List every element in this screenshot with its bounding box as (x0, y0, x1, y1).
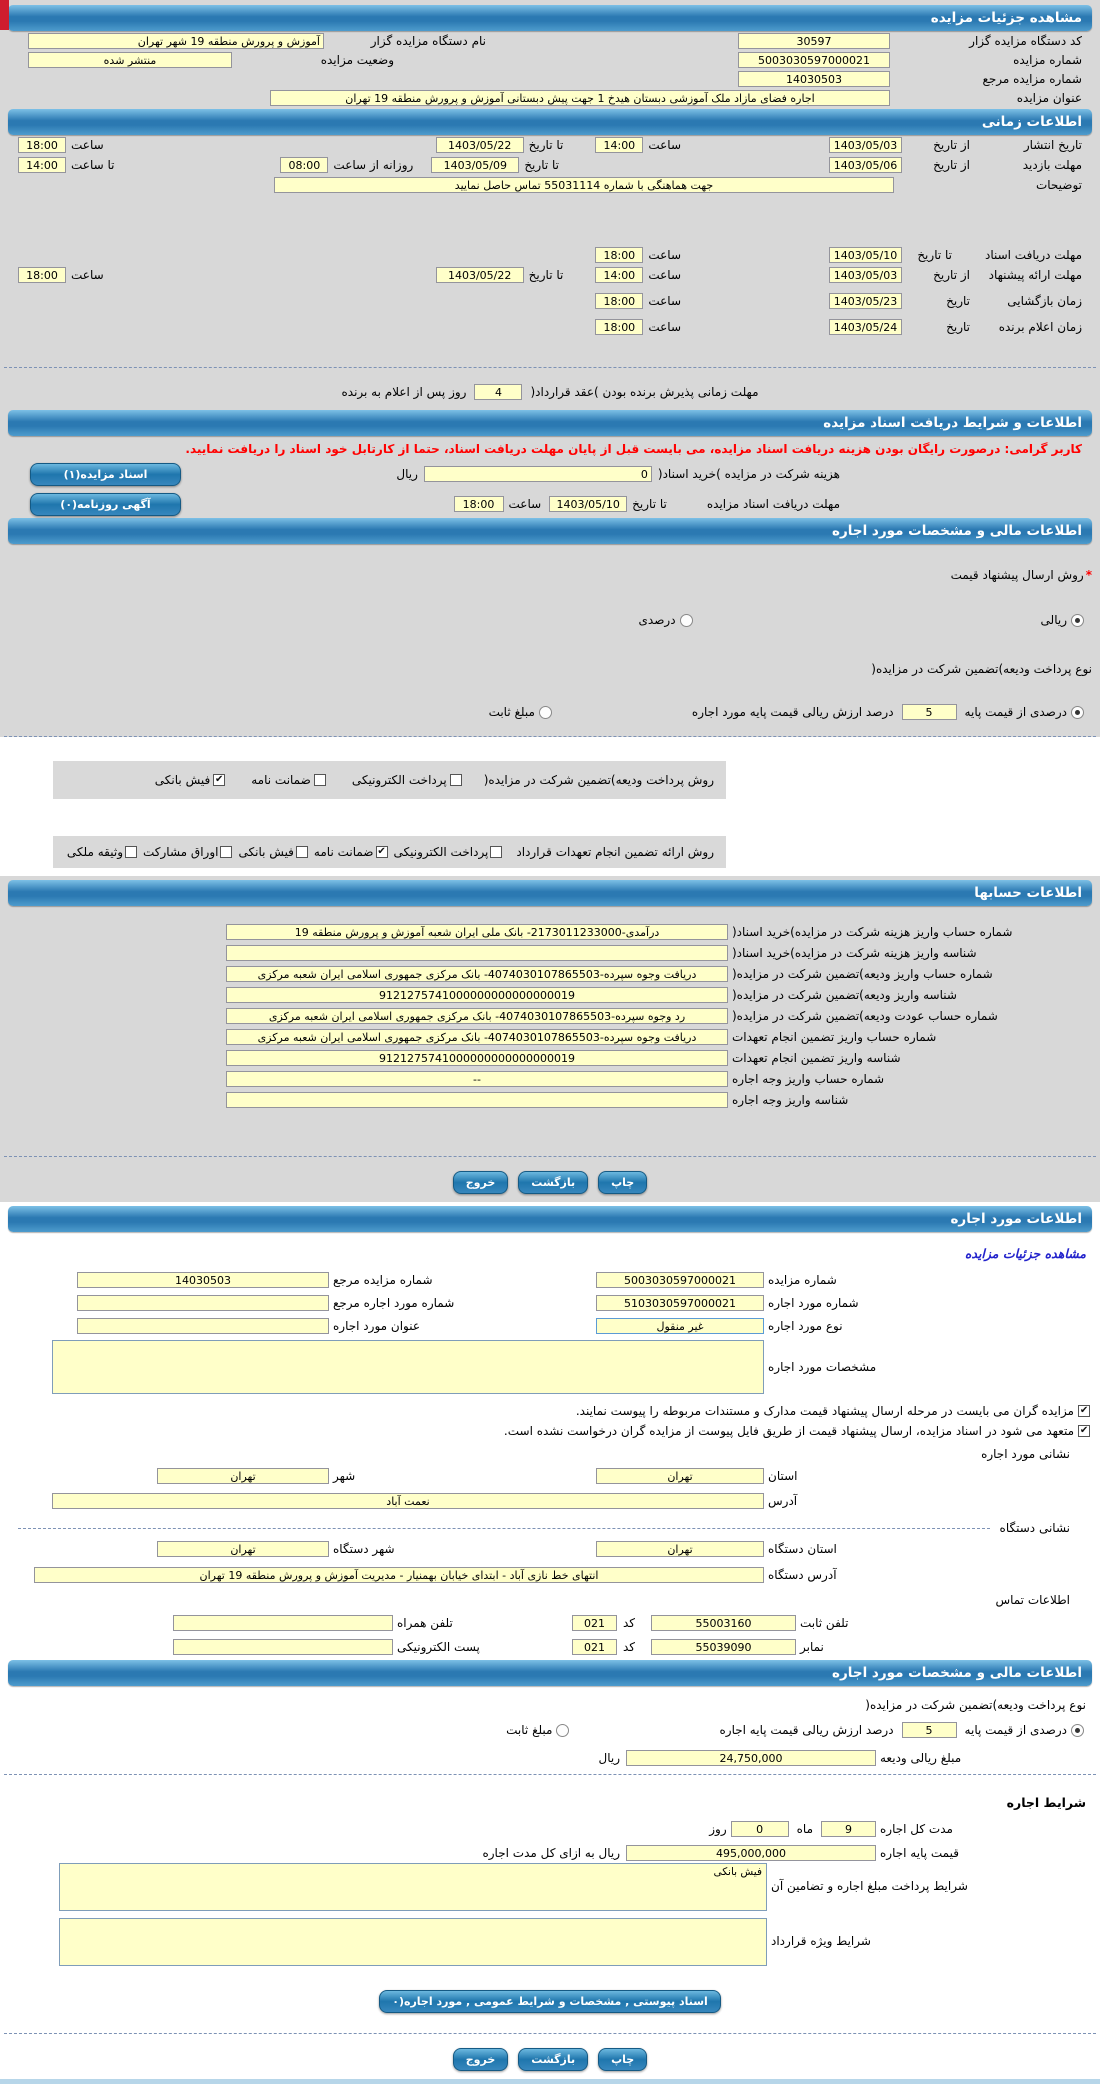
section-title: اطلاعات مالی و مشخصات مورد اجاره (832, 1665, 1082, 1681)
account-input[interactable] (226, 945, 728, 961)
rent-terms-title: شرایط اجاره (1006, 1794, 1086, 1810)
fixed-amount-label: مبلغ ثابت (506, 1723, 553, 1737)
device-province-label: استان دستگاه (768, 1542, 837, 1556)
auction-code-input[interactable]: 30597 (738, 33, 890, 49)
accept-days-input[interactable]: 4 (474, 384, 522, 400)
section-header-time-info (8, 109, 1092, 135)
corner-marker (0, 0, 9, 30)
bank-slip-label: فیش بانکی (238, 845, 294, 859)
row-deposit-type2 (0, 1696, 1100, 1714)
row-fax (0, 1637, 1100, 1657)
row-view-details-link (0, 1244, 1100, 1262)
docs-deadline-time-input[interactable]: 18:00 (595, 247, 643, 263)
account-label: شماره حساب عودت ودیعه)تضمین شرکت در مزایده( (732, 1009, 998, 1023)
to-date-label: تا تاریخ (632, 497, 667, 511)
hour-label: ساعت (648, 248, 681, 262)
estate-collateral-label: وثیقه ملکی (66, 845, 124, 859)
row-rental-auction-no (0, 1270, 1100, 1290)
accounts-table (0, 922, 1100, 1110)
row-rental-address (0, 1491, 1100, 1511)
rental-type-label: نوع مورد اجاره (768, 1319, 843, 1333)
percent-suffix-label: درصد ارزش ریالی قیمت پایه مورد اجاره (691, 705, 894, 719)
row-deposit-options (0, 702, 1100, 722)
doc-deadline-date-input[interactable]: 1403/05/10 (549, 496, 627, 512)
account-label: شماره حساب واریز تضمین انجام تعهدات (732, 1030, 937, 1044)
actions-toolbar (0, 1171, 1100, 1194)
fax-input[interactable]: 55039090 (651, 1639, 796, 1655)
rental-item-ref-input[interactable] (77, 1295, 329, 1311)
winner-time-input[interactable]: 18:00 (595, 319, 643, 335)
account-input[interactable]: دریافت وجوه سپرده-4074030107865503- بانک مرکزی جمهوری اسلامی ایران شعبه مرکزی (226, 1029, 728, 1045)
row-base-price (0, 1843, 1100, 1863)
auction-status-input[interactable]: منتشر شده (28, 52, 232, 68)
publish-date-label: تاریخ انتشار (1023, 138, 1082, 152)
row-payment-terms (0, 1863, 1100, 1913)
row-doc-fee (0, 462, 1100, 486)
radio-rial-label: ریالی (1040, 613, 1067, 627)
section-title: اطلاعات زمانی (981, 114, 1082, 130)
base-price-label: قیمت پایه اجاره (880, 1846, 959, 1860)
mobile-label: تلفن همراه (396, 1616, 453, 1630)
auction-number-label: شماره مزایده (1013, 52, 1082, 67)
city-input[interactable]: تهران (157, 1468, 329, 1484)
rental-spec-label: مشخصات مورد اجاره (768, 1360, 877, 1374)
docs-deadline-date-input[interactable]: 1403/05/10 (829, 247, 902, 263)
province-input[interactable]: تهران (596, 1468, 764, 1484)
city-label: شهر (333, 1469, 356, 1483)
device-city-label: شهر دستگاه (333, 1542, 395, 1556)
row-deposit-amount (0, 1748, 1100, 1768)
auction-ref-input[interactable]: 14030503 (738, 71, 890, 87)
deposit-type-label: نوع پرداخت ودیعه)تضمین شرکت در مزایده( (871, 662, 1092, 676)
winner-announce-label: زمان اعلام برنده (998, 320, 1082, 334)
attachments-row (0, 1990, 1100, 2013)
rial-label: ریال (396, 467, 418, 481)
row-rental-province (0, 1466, 1100, 1486)
auction-code-label: کد دستگاه مزایده گزار (969, 33, 1082, 48)
account-label: شماره حساب واریز ودیعه)تضمین شرکت در مزایده( (732, 967, 993, 981)
visit-from-date-input[interactable]: 1403/05/06 (829, 157, 902, 173)
row-auction-code (0, 31, 1100, 50)
print-button[interactable]: چاپ (598, 1171, 647, 1194)
epay-label: پرداخت الکترونیکی (351, 773, 447, 787)
hour-label: ساعت (508, 497, 542, 511)
row-contact-title (0, 1591, 1100, 1608)
auction-ref-label: شماره مزایده مرجع (982, 71, 1082, 86)
checkbox-guarantee[interactable] (314, 774, 326, 786)
back-button[interactable]: بازگشت (518, 2048, 588, 2071)
offer-from-date-input[interactable]: 1403/05/03 (829, 267, 902, 283)
rial-label: ریال (598, 1751, 620, 1765)
deposit-amount-label: مبلغ ریالی ودیعه (880, 1751, 962, 1765)
phone-label: تلفن ثابت (800, 1616, 849, 1630)
deposit-payment-method-label: روش پرداخت ودیعه)تضمین شرکت در مزایده( (483, 773, 714, 787)
checkbox-perf-epay[interactable] (490, 846, 502, 858)
offer-from-time-input[interactable]: 14:00 (595, 267, 643, 283)
deposit-payment-method-band (53, 761, 726, 799)
account-row (0, 985, 1100, 1005)
phone-code-input[interactable]: 021 (572, 1615, 617, 1631)
description-label: توضیحات (1035, 178, 1082, 192)
row-doc-deadline (0, 492, 1100, 516)
auction-number-input[interactable]: 5003030597000021 (738, 52, 890, 68)
required-star: * (1085, 568, 1092, 582)
to-date-label: تا تاریخ (528, 268, 564, 282)
section-header-doc-terms (8, 410, 1092, 436)
docs-deadline-label: مهلت دریافت اسناد (984, 248, 1082, 262)
special-terms-label: شرایط ویژه قرارداد (771, 1934, 871, 1948)
duration-days-input[interactable]: 0 (731, 1821, 789, 1837)
free-docs-warning: کاربر گرامی: درصورت رایگان بودن هزینه دریافت اسناد مزایده، می بایست قبل از پایان مهلت دریافت اسناد، حتما از کارتابل خود اسناد را دریافت نمایید. (185, 442, 1082, 456)
row-publish-date (0, 135, 1100, 155)
rental-title-label: عنوان مورد اجاره (333, 1319, 421, 1333)
row-accept-deadline (0, 382, 1100, 402)
rental-spec-textarea[interactable] (52, 1340, 764, 1394)
section-header-auction-view (8, 5, 1092, 31)
row-special-terms (0, 1918, 1100, 1968)
radio-percent[interactable] (680, 614, 693, 627)
rental-item-area (0, 1202, 1100, 2079)
row-device-address-title (0, 1519, 1100, 1537)
row-visit-deadline (0, 155, 1100, 175)
radio-percent-of-base2[interactable] (1071, 1724, 1084, 1737)
account-row (0, 1048, 1100, 1068)
row-docs-deadline (0, 245, 1100, 265)
row-rental-type (0, 1316, 1100, 1336)
publish-from-date-input[interactable]: 1403/05/03 (829, 137, 902, 153)
account-input[interactable]: درآمدی-2173011233000- بانک ملی ایران شعبه آموزش و پرورش منطقه 19 (226, 924, 728, 940)
visit-start-time-input[interactable]: 08:00 (280, 157, 328, 173)
section-header-financial (8, 518, 1092, 544)
account-row (0, 943, 1100, 963)
device-address-input[interactable]: انتهای خط نازی آباد - ابتدای خیابان بهمنیار - مدیریت آموزش و پرورش منطقه 19 تهران (34, 1567, 764, 1583)
row-auction-ref (0, 69, 1100, 88)
print-button[interactable]: چاپ (598, 2048, 647, 2071)
opening-time-label: زمان بازگشایی (1007, 294, 1082, 308)
percent-of-base-label: درصدی از قیمت پایه (964, 705, 1067, 719)
account-row (0, 1090, 1100, 1110)
checkbox-bonds[interactable] (220, 846, 232, 858)
fixed-amount-label: مبلغ ثابت (488, 705, 535, 719)
device-city-input[interactable]: تهران (157, 1541, 329, 1557)
account-input[interactable]: 9121275741000000000000000019 (226, 987, 728, 1003)
accept-deadline-label: مهلت زمانی پذیرش برنده بودن )عقد قرارداد( (530, 385, 759, 399)
account-label: شناسه واریز تضمین انجام تعهدات (732, 1051, 901, 1065)
to-date-label: تا تاریخ (917, 248, 952, 262)
price-method-label: روش ارسال پیشنهاد قیمت (950, 568, 1084, 582)
device-address-title: نشانی دستگاه (999, 1521, 1070, 1535)
auction-number-input[interactable]: 5003030597000021 (596, 1272, 764, 1288)
radio-fixed-amount2[interactable] (556, 1724, 569, 1737)
payment-terms-textarea[interactable]: فیش بانکی (59, 1863, 767, 1911)
hour-label: ساعت (648, 294, 681, 308)
account-label: شماره حساب واریز وجه اجاره (732, 1072, 885, 1086)
account-row (0, 922, 1100, 942)
day-label: روز (709, 1822, 727, 1836)
to-date-label: تا تاریخ (528, 138, 564, 152)
separator (4, 1156, 1096, 1157)
offer-to-date-input[interactable]: 1403/05/22 (436, 267, 524, 283)
row-rent-duration (0, 1819, 1100, 1839)
from-date-label: از تاریخ (933, 268, 970, 282)
section-title: مشاهده جزئیات مزایده (930, 10, 1082, 26)
visit-label: مهلت بازدید (1022, 158, 1082, 172)
row-winner-announce (0, 317, 1100, 337)
rental-item-ref-label: شماره مورد اجاره مرجع (333, 1296, 455, 1310)
checkbox-no-file-offer[interactable] (1078, 1425, 1090, 1437)
special-terms-textarea[interactable] (59, 1918, 767, 1966)
epay-label: پرداخت الکترونیکی (393, 845, 489, 859)
radio-percent-of-base[interactable] (1071, 706, 1084, 719)
month-label: ماه (796, 1822, 813, 1836)
publish-to-date-input[interactable]: 1403/05/22 (436, 137, 524, 153)
publish-to-time-input[interactable]: 18:00 (18, 137, 66, 153)
section-title: اطلاعات و شرایط دریافت اسناد مزایده (823, 415, 1082, 431)
to-date-label: تا تاریخ (524, 158, 559, 172)
account-label: شماره حساب واریز هزینه شرکت در مزایده)خرید اسناد( (732, 925, 1013, 939)
from-date-label: از تاریخ (933, 138, 970, 152)
actions-toolbar-bottom (0, 2048, 1100, 2071)
exit-button[interactable]: خروج (453, 1171, 509, 1194)
deposit-percent-input[interactable]: 5 (902, 704, 957, 720)
row-opening-time (0, 291, 1100, 311)
email-label: پست الکترونیکی (396, 1640, 480, 1654)
account-input[interactable]: -- (226, 1071, 728, 1087)
hour-label: ساعت (648, 320, 681, 334)
auction-title-label: عنوان مزایده (1016, 90, 1082, 105)
section-title: اطلاعات مورد اجاره (950, 1211, 1082, 1227)
hour-label: ساعت (648, 268, 681, 282)
agency-name-input[interactable]: آموزش و پرورش منطقه 19 شهر تهران (28, 33, 324, 49)
fax-label: نمابر (800, 1640, 824, 1654)
device-address-label: آدرس دستگاه (768, 1568, 837, 1582)
row-no-file-offer (0, 1422, 1100, 1440)
account-row (0, 964, 1100, 984)
account-input[interactable]: دریافت وجوه سپرده-4074030107865503- بانک مرکزی جمهوری اسلامی ایران شعبه مرکزی (226, 966, 728, 982)
auction-number-label: شماره مزایده (768, 1273, 837, 1287)
base-price-suffix: ریال به ازای کل مدت اجاره (482, 1846, 620, 1860)
attach-required-label: مزایده گران می بایست در مرحله ارسال پیشنهاد قیمت مدارک و مستندات مربوطه را پیوست نمایند. (575, 1404, 1074, 1418)
checkbox-estate-collateral[interactable] (125, 846, 137, 858)
visit-to-date-input[interactable]: 1403/05/09 (431, 157, 519, 173)
row-attach-required (0, 1402, 1100, 1420)
doc-fee-input[interactable]: 0 (424, 466, 652, 482)
agency-name-label: نام دستگاه مزایده گزار (370, 33, 486, 48)
auction-ref-label: شماره مزایده مرجع (333, 1273, 433, 1287)
duration-months-input[interactable]: 9 (821, 1821, 876, 1837)
section-header-accounts (8, 880, 1092, 906)
offer-to-time-input[interactable]: 18:00 (18, 267, 66, 283)
doc-deadline-label: مهلت دریافت اسناد مزایده (706, 497, 840, 511)
row-device-address (0, 1565, 1100, 1585)
attachments-button[interactable]: اسناد پیوستی , مشخصات و شرایط عمومی , مورد اجاره(۰ (379, 1990, 721, 2013)
from-date-label: از تاریخ (933, 158, 970, 172)
account-label: شناسه واریز هزینه شرکت در مزایده)خرید اسناد( (732, 946, 977, 960)
auction-ref-input[interactable]: 14030503 (77, 1272, 329, 1288)
back-button[interactable]: بازگشت (518, 1171, 588, 1194)
row-deposit-options2 (0, 1720, 1100, 1740)
row-auction-title (0, 88, 1100, 107)
rental-type-select[interactable]: غیر منقول (596, 1318, 764, 1334)
percent-of-base-label: درصدی از قیمت پایه (964, 1723, 1067, 1737)
area-code-label: کد (622, 1616, 635, 1630)
row-offer-deadline (0, 265, 1100, 285)
checkbox-epay[interactable] (450, 774, 462, 786)
section-header-rental-financial (8, 1660, 1092, 1686)
row-phone (0, 1613, 1100, 1633)
section-title: اطلاعات حسابها (974, 885, 1082, 901)
deposit-type-label: نوع پرداخت ودیعه)تضمین شرکت در مزایده( (865, 1698, 1086, 1712)
auction-title-input[interactable]: اجاره فضای مازاد ملک آموزشی دبستان هیدخ 1 جهت پیش دبستانی آموزش و پرورش منطقه 19 تهران (270, 90, 890, 106)
daily-from-hour-label: روزانه از ساعت (333, 158, 414, 172)
mobile-input[interactable] (173, 1615, 393, 1631)
auction-docs-button[interactable]: اسناد مزایده(۱) (30, 463, 181, 486)
device-province-input[interactable]: تهران (596, 1541, 764, 1557)
checkbox-attach-required[interactable] (1078, 1405, 1090, 1417)
newspaper-ad-button[interactable]: آگهی روزنامه(۰) (30, 493, 181, 516)
radio-percent-label: درصدی (638, 613, 676, 627)
hour-label: ساعت (648, 138, 681, 152)
row-rental-item-no (0, 1293, 1100, 1313)
account-input[interactable] (226, 1092, 728, 1108)
area-code-label: کد (622, 1640, 635, 1654)
guarantee-label: ضمانت نامه (251, 773, 311, 787)
opening-time-input[interactable]: 18:00 (595, 293, 643, 309)
hour-label: ساعت (71, 268, 104, 282)
bank-slip-label: فیش بانکی (154, 773, 211, 787)
account-input[interactable]: رد وجوه سپرده-4074030107865503- بانک مرکزی جمهوری اسلامی ایران شعبه مرکزی (226, 1008, 728, 1024)
account-label: شناسه واریز وجه اجاره (732, 1093, 849, 1107)
visit-end-time-input[interactable]: 14:00 (18, 157, 66, 173)
rent-duration-label: مدت کل اجاره (880, 1822, 953, 1836)
rental-item-number-label: شماره مورد اجاره (768, 1296, 859, 1310)
base-price-input[interactable]: 495,000,000 (626, 1845, 876, 1861)
exit-button[interactable]: خروج (453, 2048, 509, 2071)
publish-from-time-input[interactable]: 14:00 (595, 137, 643, 153)
description-input[interactable]: جهت هماهنگی با شماره 55031114 تماس حاصل نمایید (274, 177, 894, 193)
phone-input[interactable]: 55003160 (651, 1615, 796, 1631)
date-label: تاریخ (946, 294, 970, 308)
province-label: استان (768, 1469, 798, 1483)
fax-code-input[interactable]: 021 (572, 1639, 617, 1655)
hour-label: ساعت (71, 138, 104, 152)
section-header-rental-item (8, 1206, 1092, 1232)
auction-status-label: وضعیت مزایده (320, 52, 394, 67)
row-auction-number (0, 50, 1100, 69)
rental-address-title: نشانی مورد اجاره (981, 1446, 1070, 1461)
payment-terms-label: شرایط پرداخت مبلغ اجاره و تضامین آن (771, 1879, 968, 1893)
row-device-province (0, 1539, 1100, 1559)
row-rental-address-title (0, 1445, 1100, 1462)
account-label: شناسه واریز ودیعه)تضمین شرکت در مزایده( (732, 988, 957, 1002)
percent-suffix-label: درصد ارزش ریالی قیمت پایه اجاره (719, 1723, 894, 1737)
row-price-method-options (0, 612, 1100, 628)
contact-info-title: اطلاعات تماس (995, 1592, 1070, 1607)
section-title: اطلاعات مالی و مشخصات مورد اجاره (832, 523, 1082, 539)
date-label: تاریخ (946, 320, 970, 334)
radio-rial[interactable] (1071, 614, 1084, 627)
checkbox-bank-slip[interactable] (213, 774, 225, 786)
checkbox-perf-bank-slip[interactable] (296, 846, 308, 858)
separator (4, 367, 1096, 368)
account-row (0, 1027, 1100, 1047)
row-description (0, 175, 1100, 195)
address-input[interactable]: نعمت آباد (52, 1493, 764, 1509)
opening-date-input[interactable]: 1403/05/23 (829, 293, 902, 309)
offer-deadline-label: مهلت ارائه پیشنهاد (988, 268, 1082, 282)
doc-fee-label: هزینه شرکت در مزایده )خرید اسناد( (657, 467, 840, 481)
account-row (0, 1006, 1100, 1026)
checkbox-perf-guarantee[interactable] (376, 846, 388, 858)
radio-fixed-amount[interactable] (539, 706, 552, 719)
row-deposit-type (0, 660, 1100, 678)
doc-deadline-time-input[interactable]: 18:00 (454, 496, 504, 512)
accept-deadline-suffix: روز پس از اعلام به برنده (341, 385, 467, 399)
account-input[interactable]: 9121275741000000000000000019 (226, 1050, 728, 1066)
email-input[interactable] (173, 1639, 393, 1655)
account-row (0, 1069, 1100, 1089)
payment-methods-area (0, 737, 1100, 876)
separator (4, 1774, 1096, 1775)
address-label: آدرس (768, 1494, 798, 1508)
view-auction-details-link[interactable]: مشاهده جزئیات مزایده (964, 1245, 1086, 1261)
row-rental-spec (0, 1340, 1100, 1396)
guarantee-label: ضمانت نامه (313, 845, 374, 859)
separator (4, 2033, 1096, 2034)
performance-guarantee-label: روش ارائه تضمین انجام تعهدات قرارداد (516, 845, 714, 859)
rental-item-number-input[interactable]: 5103030597000021 (596, 1295, 764, 1311)
performance-guarantee-band (53, 836, 726, 868)
row-price-method (0, 566, 1100, 584)
bonds-label: اوراق مشارکت (143, 845, 219, 859)
no-file-offer-label: متعهد می شود در اسناد مزایده، ارسال پیشنهاد قیمت از طریق فایل پیوست از مزایده گران درخواست نشده است. (503, 1424, 1074, 1438)
to-hour-label: تا ساعت (71, 158, 115, 172)
deposit-amount-input[interactable]: 24,750,000 (626, 1750, 876, 1766)
footer-strip (0, 2079, 1100, 2084)
winner-date-input[interactable]: 1403/05/24 (829, 319, 902, 335)
deposit-percent-input2[interactable]: 5 (902, 1722, 957, 1738)
rental-title-input[interactable] (77, 1318, 329, 1334)
row-rent-terms-title (0, 1793, 1100, 1811)
